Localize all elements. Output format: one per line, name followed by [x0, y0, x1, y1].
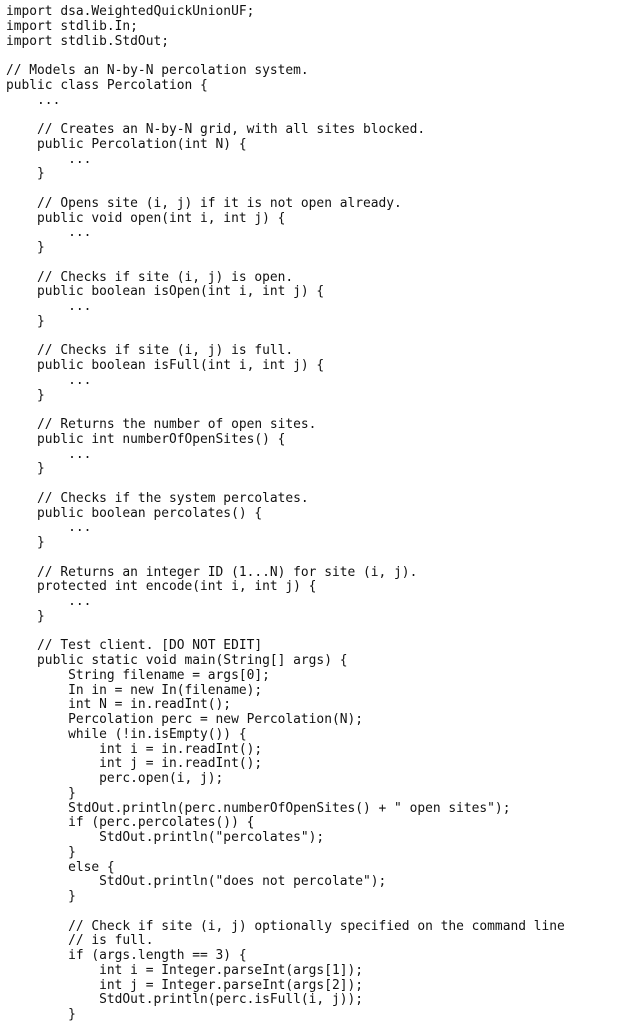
code-line: // Checks if site (i, j) is open. — [6, 269, 294, 285]
code-line: } — [6, 844, 76, 860]
code-line: StdOut.println(perc.isFull(i, j)); — [6, 992, 363, 1008]
code-line: ... — [6, 446, 92, 462]
code-line — [6, 49, 619, 64]
code-line: int j = in.readInt(); — [6, 756, 263, 772]
code-line: public boolean isOpen(int i, int j) { — [6, 284, 325, 300]
code-line: } — [6, 240, 45, 255]
code-line: Percolation perc = new Percolation(N); — [6, 712, 363, 727]
code-line: ... — [6, 299, 92, 314]
code-line: ... — [6, 92, 61, 108]
code-line: public class Percolation { — [6, 77, 208, 93]
code-line: // Opens site (i, j) if it is not open already. — [6, 195, 402, 211]
code-line: // Checks if site (i, j) is full. — [6, 343, 294, 359]
code-line: } — [6, 461, 45, 477]
code-line: protected int encode(int i, int j) { — [6, 579, 317, 595]
code-line: public Percolation(int N) { — [6, 136, 247, 152]
code-line: import stdlib.StdOut; — [6, 33, 169, 49]
code-line: public static void main(String[] args) { — [6, 653, 348, 668]
code-line: ... — [6, 225, 92, 241]
code-line — [6, 256, 619, 271]
code-line — [6, 330, 619, 345]
code-line: // Models an N-by-N percolation system. — [6, 63, 309, 78]
code-line: int i = in.readInt(); — [6, 741, 263, 757]
code-line: // Test client. [DO NOT EDIT] — [6, 638, 263, 654]
code-line: perc.open(i, j); — [6, 771, 224, 786]
code-line: StdOut.println("does not percolate"); — [6, 874, 387, 890]
code-line: } — [6, 535, 45, 550]
code-line: } — [6, 387, 45, 403]
code-line: } — [6, 166, 45, 182]
code-line: // Check if site (i, j) optionally specified on the command line — [6, 918, 565, 934]
code-line — [6, 625, 619, 640]
code-line: // is full. — [6, 933, 154, 949]
code-line: public int numberOfOpenSites() { — [6, 431, 286, 447]
code-line: ... — [6, 151, 92, 167]
code-line: ... — [6, 520, 92, 536]
code-line: if (perc.percolates()) { — [6, 815, 255, 831]
code-line — [6, 182, 619, 197]
code-line: } — [6, 785, 76, 801]
code-line: // Returns an integer ID (1...N) for site (i, j). — [6, 564, 418, 580]
code-line — [6, 551, 619, 566]
code-line: ... — [6, 372, 92, 388]
code-line: int j = Integer.parseInt(args[2]); — [6, 977, 363, 993]
code-line: } — [6, 1007, 76, 1022]
code-line: // Creates an N-by-N grid, with all sites blocked. — [6, 122, 426, 137]
code-line — [6, 905, 619, 920]
code-line: } — [6, 608, 45, 624]
code-line: public boolean isFull(int i, int j) { — [6, 358, 325, 373]
code-line: // Checks if the system percolates. — [6, 490, 309, 506]
code-line: // Returns the number of open sites. — [6, 417, 317, 432]
code-line: while (!in.isEmpty()) { — [6, 726, 247, 742]
code-line — [6, 108, 619, 123]
code-line: public void open(int i, int j) { — [6, 210, 286, 226]
code-line: String filename = args[0]; — [6, 667, 270, 683]
code-line: if (args.length == 3) { — [6, 948, 247, 963]
code-line — [6, 477, 619, 492]
code-line: StdOut.println("percolates"); — [6, 830, 325, 845]
code-line: int N = in.readInt(); — [6, 697, 232, 713]
code-line: else { — [6, 859, 115, 875]
code-line — [6, 403, 619, 418]
code-line: In in = new In(filename); — [6, 682, 263, 698]
code-listing — [6, 5, 619, 1023]
code-line: import stdlib.In; — [6, 18, 138, 34]
code-line: } — [6, 889, 76, 904]
code-line: StdOut.println(perc.numberOfOpenSites() + " open sites"); — [6, 800, 511, 816]
code-line: ... — [6, 594, 92, 609]
code-line: public boolean percolates() { — [6, 505, 263, 521]
code-line: int i = Integer.parseInt(args[1]); — [6, 962, 363, 978]
code-line: import dsa.WeightedQuickUnionUF; — [6, 4, 255, 19]
code-line: } — [6, 313, 45, 329]
